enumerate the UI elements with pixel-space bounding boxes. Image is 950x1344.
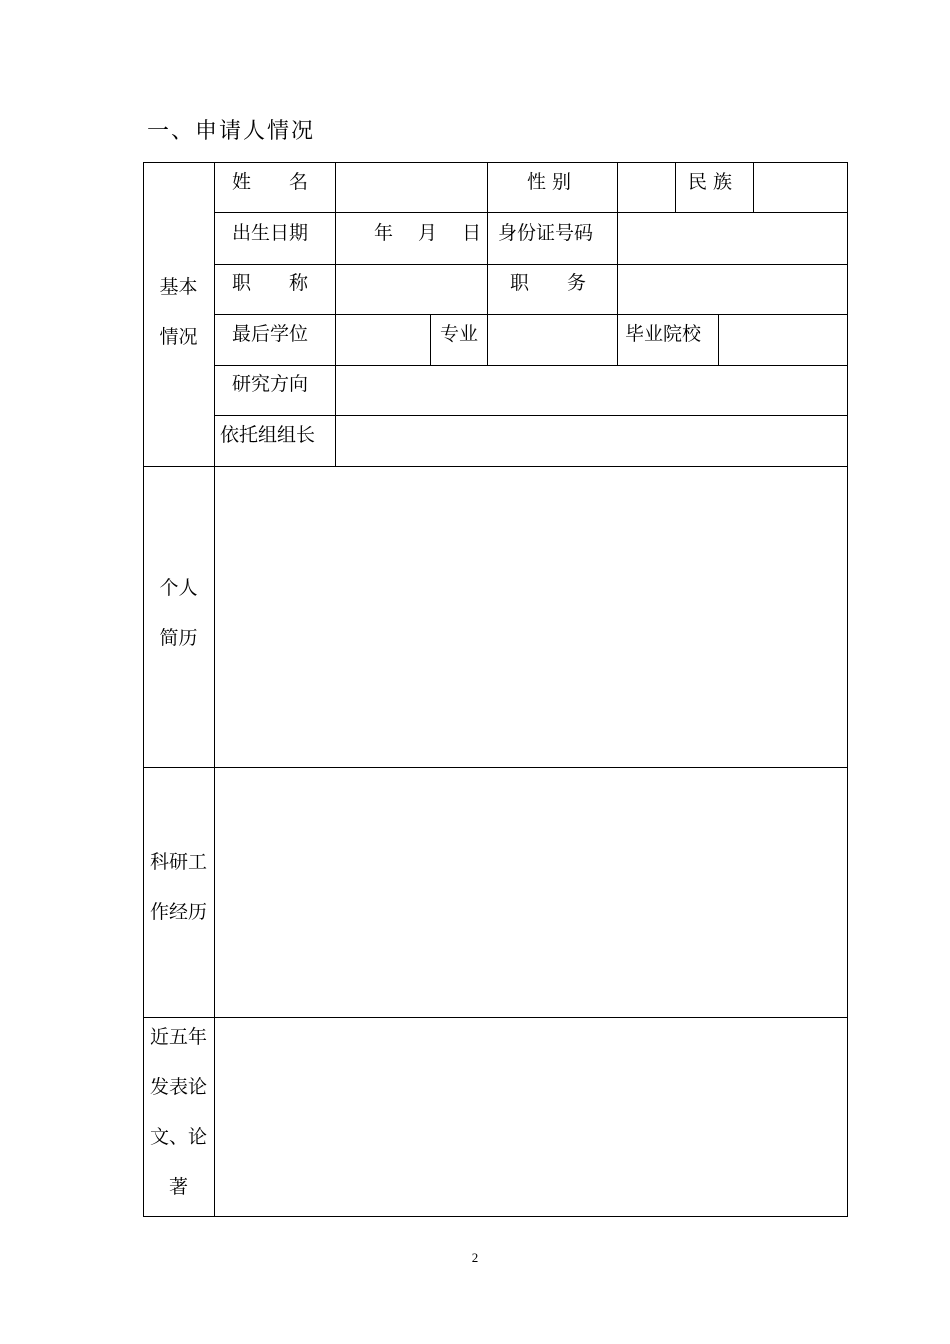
research-experience-label — [143, 837, 214, 937]
column-divider — [335, 162, 336, 466]
row-divider — [214, 212, 848, 213]
row-divider — [214, 314, 848, 315]
section-title: 一、申请人情况 — [147, 119, 316, 144]
publications-label-line1: 近五年 — [149, 1026, 207, 1048]
school-field[interactable] — [720, 316, 847, 364]
position-field[interactable] — [619, 266, 847, 313]
degree-field[interactable] — [337, 316, 429, 364]
position-label: 职 务 — [510, 272, 587, 294]
gender-field[interactable] — [619, 164, 674, 211]
publications-label — [143, 1012, 214, 1212]
row-divider — [214, 415, 848, 416]
page-number: 2 — [471, 1250, 479, 1265]
publications-label-line3: 文、论 — [149, 1126, 207, 1148]
title-label: 职 称 — [232, 272, 309, 294]
ethnicity-label: 民 族 — [688, 171, 733, 193]
basic-info-group-label — [143, 262, 214, 362]
column-divider — [487, 162, 488, 314]
group-leader-field[interactable] — [337, 417, 847, 465]
resume-field[interactable] — [216, 468, 847, 766]
column-divider — [718, 314, 719, 365]
ethnicity-field[interactable] — [755, 164, 847, 211]
research-experience-label-line2: 作经历 — [149, 901, 207, 923]
section-divider — [143, 767, 848, 768]
research-direction-label: 研究方向 — [232, 373, 309, 395]
resume-label-line2: 简历 — [159, 627, 198, 649]
label-column-divider — [214, 162, 215, 1217]
publications-label-line4: 著 — [168, 1176, 188, 1198]
birth-date-label: 出生日期 — [232, 222, 309, 244]
birth-date-field[interactable]: 年 月 日 — [374, 222, 482, 244]
name-field[interactable] — [337, 164, 486, 211]
major-field[interactable] — [489, 316, 616, 364]
publications-label-line2: 发表论 — [149, 1076, 207, 1098]
research-experience-label-line1: 科研工 — [149, 851, 207, 873]
resume-label-line1: 个人 — [159, 577, 198, 599]
id-number-label: 身份证号码 — [498, 222, 594, 244]
basic-info-label-line1: 基本 — [159, 276, 198, 298]
major-label: 专业 — [440, 323, 479, 345]
column-divider — [675, 162, 676, 212]
gender-label: 性 别 — [527, 171, 572, 193]
id-number-field[interactable] — [619, 214, 847, 263]
column-divider — [430, 314, 431, 365]
section-divider — [143, 1017, 848, 1018]
column-divider — [487, 314, 488, 365]
name-label: 姓 名 — [232, 171, 309, 193]
column-divider — [753, 162, 754, 212]
basic-info-label-line2: 情况 — [159, 326, 198, 348]
school-label: 毕业院校 — [625, 323, 702, 345]
column-divider — [617, 162, 618, 365]
degree-label: 最后学位 — [232, 323, 309, 345]
resume-label — [143, 563, 214, 663]
group-leader-label: 依托组组长 — [220, 424, 316, 446]
row-divider — [214, 264, 848, 265]
title-field[interactable] — [337, 266, 486, 313]
research-direction-field[interactable] — [337, 367, 847, 414]
research-experience-field[interactable] — [216, 769, 847, 1016]
publications-field[interactable] — [216, 1019, 847, 1216]
section-divider — [143, 466, 848, 467]
row-divider — [214, 365, 848, 366]
